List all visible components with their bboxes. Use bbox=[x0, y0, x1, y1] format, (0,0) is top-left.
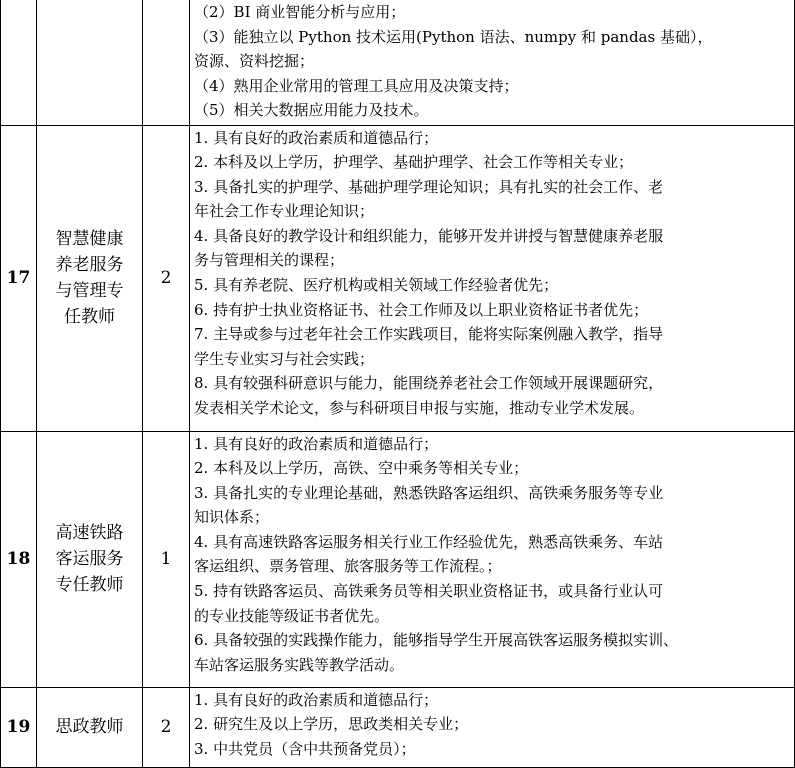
requirements-cell bbox=[190, 125, 795, 431]
position-name-line: 思政教师 bbox=[55, 717, 124, 737]
requirement-line: 4. 具有高速铁路客运服务相关行业工作经验优先，熟悉高铁乘务、车站 bbox=[194, 532, 664, 551]
requirement-line: 务与管理相关的课程； bbox=[194, 251, 345, 270]
position-name bbox=[37, 687, 143, 767]
headcount: 2 bbox=[143, 687, 190, 767]
row-number: 17 bbox=[1, 125, 37, 431]
requirement-line: 客运组织、票务管理、旅客服务等工作流程。； bbox=[194, 557, 502, 576]
requirement-line: 1. 具有良好的政治素质和道德品行； bbox=[194, 128, 439, 147]
table-row bbox=[1, 431, 795, 687]
requirement-line: 年社会工作专业理论知识； bbox=[194, 202, 375, 221]
requirement-line: 3. 具备扎实的护理学、基础护理学理论知识；具有扎实的社会工作、老 bbox=[194, 177, 664, 196]
headcount: 2 bbox=[143, 125, 190, 431]
requirement-line: 1. 具有良好的政治素质和道德品行； bbox=[194, 690, 439, 709]
requirement-line: 7. 主导或参与过老年社会工作实践项目，能将实际案例融入教学，指导 bbox=[194, 325, 664, 344]
position-name-line: 专任教师 bbox=[55, 575, 124, 595]
position-name-line: 高速铁路 bbox=[55, 523, 124, 543]
position-name-line: 养老服务 bbox=[55, 255, 124, 275]
position-name-line: 客运服务 bbox=[55, 549, 124, 569]
table-row bbox=[1, 125, 795, 431]
requirements-cell bbox=[190, 0, 795, 125]
requirement-line: 知识体系； bbox=[194, 508, 270, 527]
requirement-line: 资源、资料挖掘； bbox=[194, 52, 315, 71]
row-number: 19 bbox=[1, 687, 37, 767]
requirement-line: 4. 具备良好的教学设计和组织能力，能够开发并讲授与智慧健康养老服 bbox=[194, 226, 664, 245]
requirement-line: 6. 持有护士执业资格证书、社会工作师及以上职业资格证书者优先； bbox=[194, 300, 649, 319]
requirement-line: 5. 具有养老院、医疗机构或相关领域工作经验者优先； bbox=[194, 276, 559, 295]
table-row bbox=[1, 0, 795, 125]
position-name-line: 与管理专 bbox=[55, 281, 124, 301]
requirements-cell bbox=[190, 687, 795, 767]
table-row bbox=[1, 687, 795, 767]
requirement-line: 车站客运服务实践等教学活动。 bbox=[194, 655, 405, 674]
position-name bbox=[37, 431, 143, 687]
requirement-line: 8. 具有较强科研意识与能力，能围绕养老社会工作领域开展课题研究， bbox=[194, 374, 664, 393]
headcount: 1 bbox=[143, 431, 190, 687]
position-name-line: 任教师 bbox=[64, 307, 115, 327]
requirement-line: （3）能独立以 Python 技术运用(Python 语法、numpy 和 pandas 基础）， bbox=[194, 27, 713, 46]
requirement-line: 2. 本科及以上学历，高铁、空中乘务等相关专业； bbox=[194, 459, 529, 478]
position-name bbox=[37, 0, 143, 125]
requirement-line: 学生专业实习与社会实践； bbox=[194, 349, 375, 368]
requirement-line: 2. 研究生及以上学历，思政类相关专业； bbox=[194, 715, 469, 734]
requirement-line: （2）BI 商业智能分析与应用； bbox=[194, 3, 406, 21]
requirements-cell bbox=[190, 431, 795, 687]
position-name-line: 智慧健康 bbox=[55, 229, 124, 249]
requirement-line: 的专业技能等级证书者优先。 bbox=[194, 606, 390, 625]
requirement-line: 发表相关学术论文，参与科研项目申报与实施，推动专业学术发展。 bbox=[194, 399, 645, 418]
requirement-line: （4）熟用企业常用的管理工具应用及决策支持； bbox=[194, 76, 519, 95]
requirement-line: 3. 中共党员（含中共预备党员）； bbox=[194, 739, 416, 758]
requirement-line: 1. 具有良好的政治素质和道德品行； bbox=[194, 434, 439, 453]
requirement-line: 3. 具备扎实的专业理论基础，熟悉铁路客运组织、高铁乘务服务等专业 bbox=[194, 483, 664, 502]
requirement-line: 2. 本科及以上学历，护理学、基础护理学、社会工作等相关专业； bbox=[194, 153, 634, 172]
row-number: 18 bbox=[1, 431, 37, 687]
requirement-line: 6. 具备较强的实践操作能力，能够指导学生开展高铁客运服务模拟实训、 bbox=[194, 631, 679, 650]
row-number bbox=[1, 0, 37, 125]
requirement-line: （5）相关大数据应用能力及技术。 bbox=[194, 101, 429, 120]
requirement-line: 5. 持有铁路客运员、高铁乘务员等相关职业资格证书，或具备行业认可 bbox=[194, 582, 664, 601]
headcount bbox=[143, 0, 190, 125]
position-name bbox=[37, 125, 143, 431]
